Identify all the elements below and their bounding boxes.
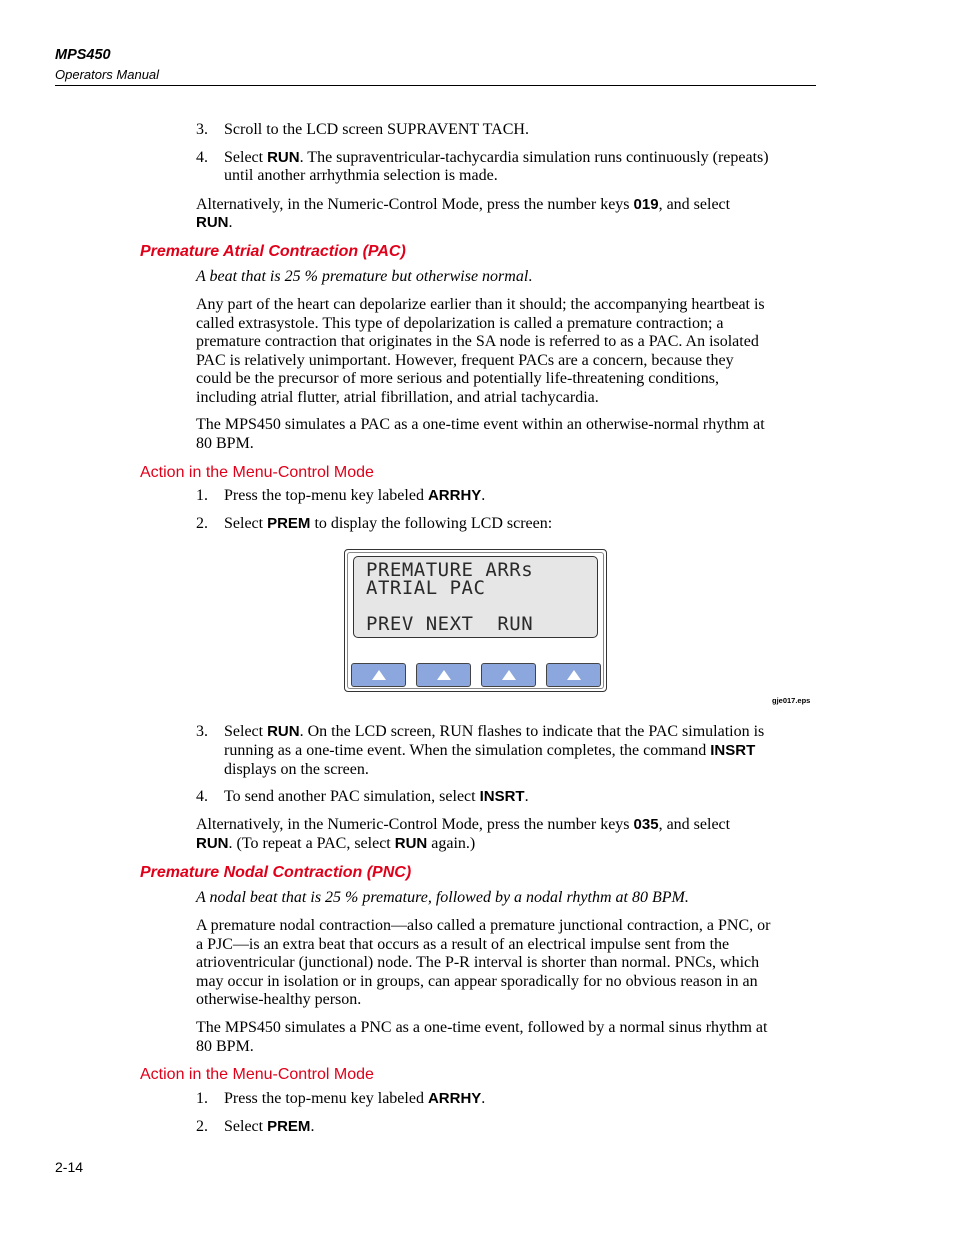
up-arrow-icon xyxy=(372,670,386,680)
pnc-definition: A nodal beat that is 25 % premature, followed by a nodal rhythm at 80 BPM. xyxy=(196,889,689,906)
step-text: Press the top-menu key labeled ARRHY. xyxy=(224,1090,486,1107)
step-number: 1. xyxy=(196,487,208,504)
manual-subtitle: Operators Manual xyxy=(55,67,160,82)
pnc-paragraph-1: A premature nodal contraction—also called a premature junctional contraction, a PNC, or a PJC—is an extra beat that occurs as a result of an electrical impulse sent from the atrioventricular (junctional) node. The P-R interval is shorter than normal. PNCs, which may occur in isolation or in groups, can appear sporadically for no obvious reason in an otherwise-healthy person. xyxy=(196,917,771,1008)
section-heading-pac: Premature Atrial Contraction (PAC) xyxy=(140,243,406,260)
step-text: Press the top-menu key labeled ARRHY. xyxy=(224,487,486,504)
step-number: 4. xyxy=(196,788,208,805)
subheading-pnc-action: Action in the Menu-Control Mode xyxy=(140,1066,374,1083)
key-label: INSRT xyxy=(710,742,756,759)
key-label: 019 xyxy=(633,196,659,213)
page-number: 2-14 xyxy=(55,1159,84,1175)
step-number: 3. xyxy=(196,121,208,138)
lcd-device-figure xyxy=(344,549,607,692)
key-label: RUN xyxy=(394,835,428,852)
softkey-2[interactable] xyxy=(416,663,471,687)
header-rule xyxy=(55,85,816,86)
step-number: 1. xyxy=(196,1090,208,1107)
lcd-screen xyxy=(353,556,598,638)
softkey-3[interactable] xyxy=(481,663,536,687)
key-label: 035 xyxy=(633,816,659,833)
up-arrow-icon xyxy=(567,670,581,680)
step-text: To send another PAC simulation, select INSRT. xyxy=(224,788,529,805)
up-arrow-icon xyxy=(502,670,516,680)
pac-definition: A beat that is 25 % premature but otherwise normal. xyxy=(196,268,533,285)
softkey-1[interactable] xyxy=(351,663,406,687)
alternative-paragraph-continued: RUN. xyxy=(196,214,233,231)
key-label: INSRT xyxy=(479,788,525,805)
pac-paragraph-1: Any part of the heart can depolarize earlier than it should; the accompanying heartbeat is called extrasystole. This type of depolarization is called a premature contraction; a premature contraction that originates in the SA node is referred to as a PAC. An isolated PAC is relatively unimportant. However, frequent PACs are a concern, because they could be the precursor of more serious and potentially life-threatening conditions, including atrial flutter, atrial fibrillation, and atrial tachycardia. xyxy=(196,296,765,406)
alternative-paragraph: Alternatively, in the Numeric-Control Mode, press the number keys 035, and select xyxy=(196,816,731,833)
step-number: 3. xyxy=(196,723,208,740)
manual-title: MPS450 xyxy=(55,47,111,63)
figure-label: gje017.eps xyxy=(772,696,811,705)
step-number: 4. xyxy=(196,149,208,166)
up-arrow-icon xyxy=(437,670,451,680)
step-text: Select PREM to display the following LCD screen: xyxy=(224,515,553,532)
alternative-paragraph-continued: RUN. (To repeat a PAC, select RUN again.) xyxy=(196,835,476,852)
step-number: 2. xyxy=(196,1118,208,1135)
lcd-line-3: PREV NEXT RUN xyxy=(366,613,534,635)
step-text: Select PREM. xyxy=(224,1118,315,1135)
lcd-line-1: PREMATURE ARRs xyxy=(366,559,534,581)
pac-paragraph-2: The MPS450 simulates a PAC as a one-time event within an otherwise-normal rhythm at 80 BPM. xyxy=(196,416,765,452)
key-label: RUN xyxy=(196,214,229,231)
key-label: ARRHY xyxy=(427,487,482,504)
key-label: PREM xyxy=(267,1118,311,1135)
key-label: RUN xyxy=(196,835,229,852)
key-label: RUN xyxy=(267,149,300,166)
step-text: Scroll to the LCD screen SUPRAVENT TACH. xyxy=(224,121,529,138)
section-heading-pnc: Premature Nodal Contraction (PNC) xyxy=(140,864,412,881)
pnc-paragraph-2: The MPS450 simulates a PNC as a one-time event, followed by a normal sinus rhythm at 80 BPM. xyxy=(196,1019,768,1055)
step-text-continued: until another arrhythmia selection is made. xyxy=(224,167,498,184)
lcd-line-2: ATRIAL PAC xyxy=(366,577,486,599)
subheading-pac-action: Action in the Menu-Control Mode xyxy=(140,464,374,481)
alternative-paragraph: Alternatively, in the Numeric-Control Mode, press the number keys 019, and select xyxy=(196,196,731,213)
step-text-continued: displays on the screen. xyxy=(224,761,369,778)
softkey-4[interactable] xyxy=(546,663,601,687)
key-label: ARRHY xyxy=(427,1090,482,1107)
step-number: 2. xyxy=(196,515,208,532)
key-label: PREM xyxy=(267,515,311,532)
step-text: Select RUN. On the LCD screen, RUN flashes to indicate that the PAC simulation is xyxy=(224,723,765,740)
step-text: Select RUN. The supraventricular-tachycardia simulation runs continuously (repeats) xyxy=(224,149,769,166)
step-text-continued: running as a one-time event. When the simulation completes, the command INSRT xyxy=(224,742,756,759)
key-label: RUN xyxy=(267,723,300,740)
